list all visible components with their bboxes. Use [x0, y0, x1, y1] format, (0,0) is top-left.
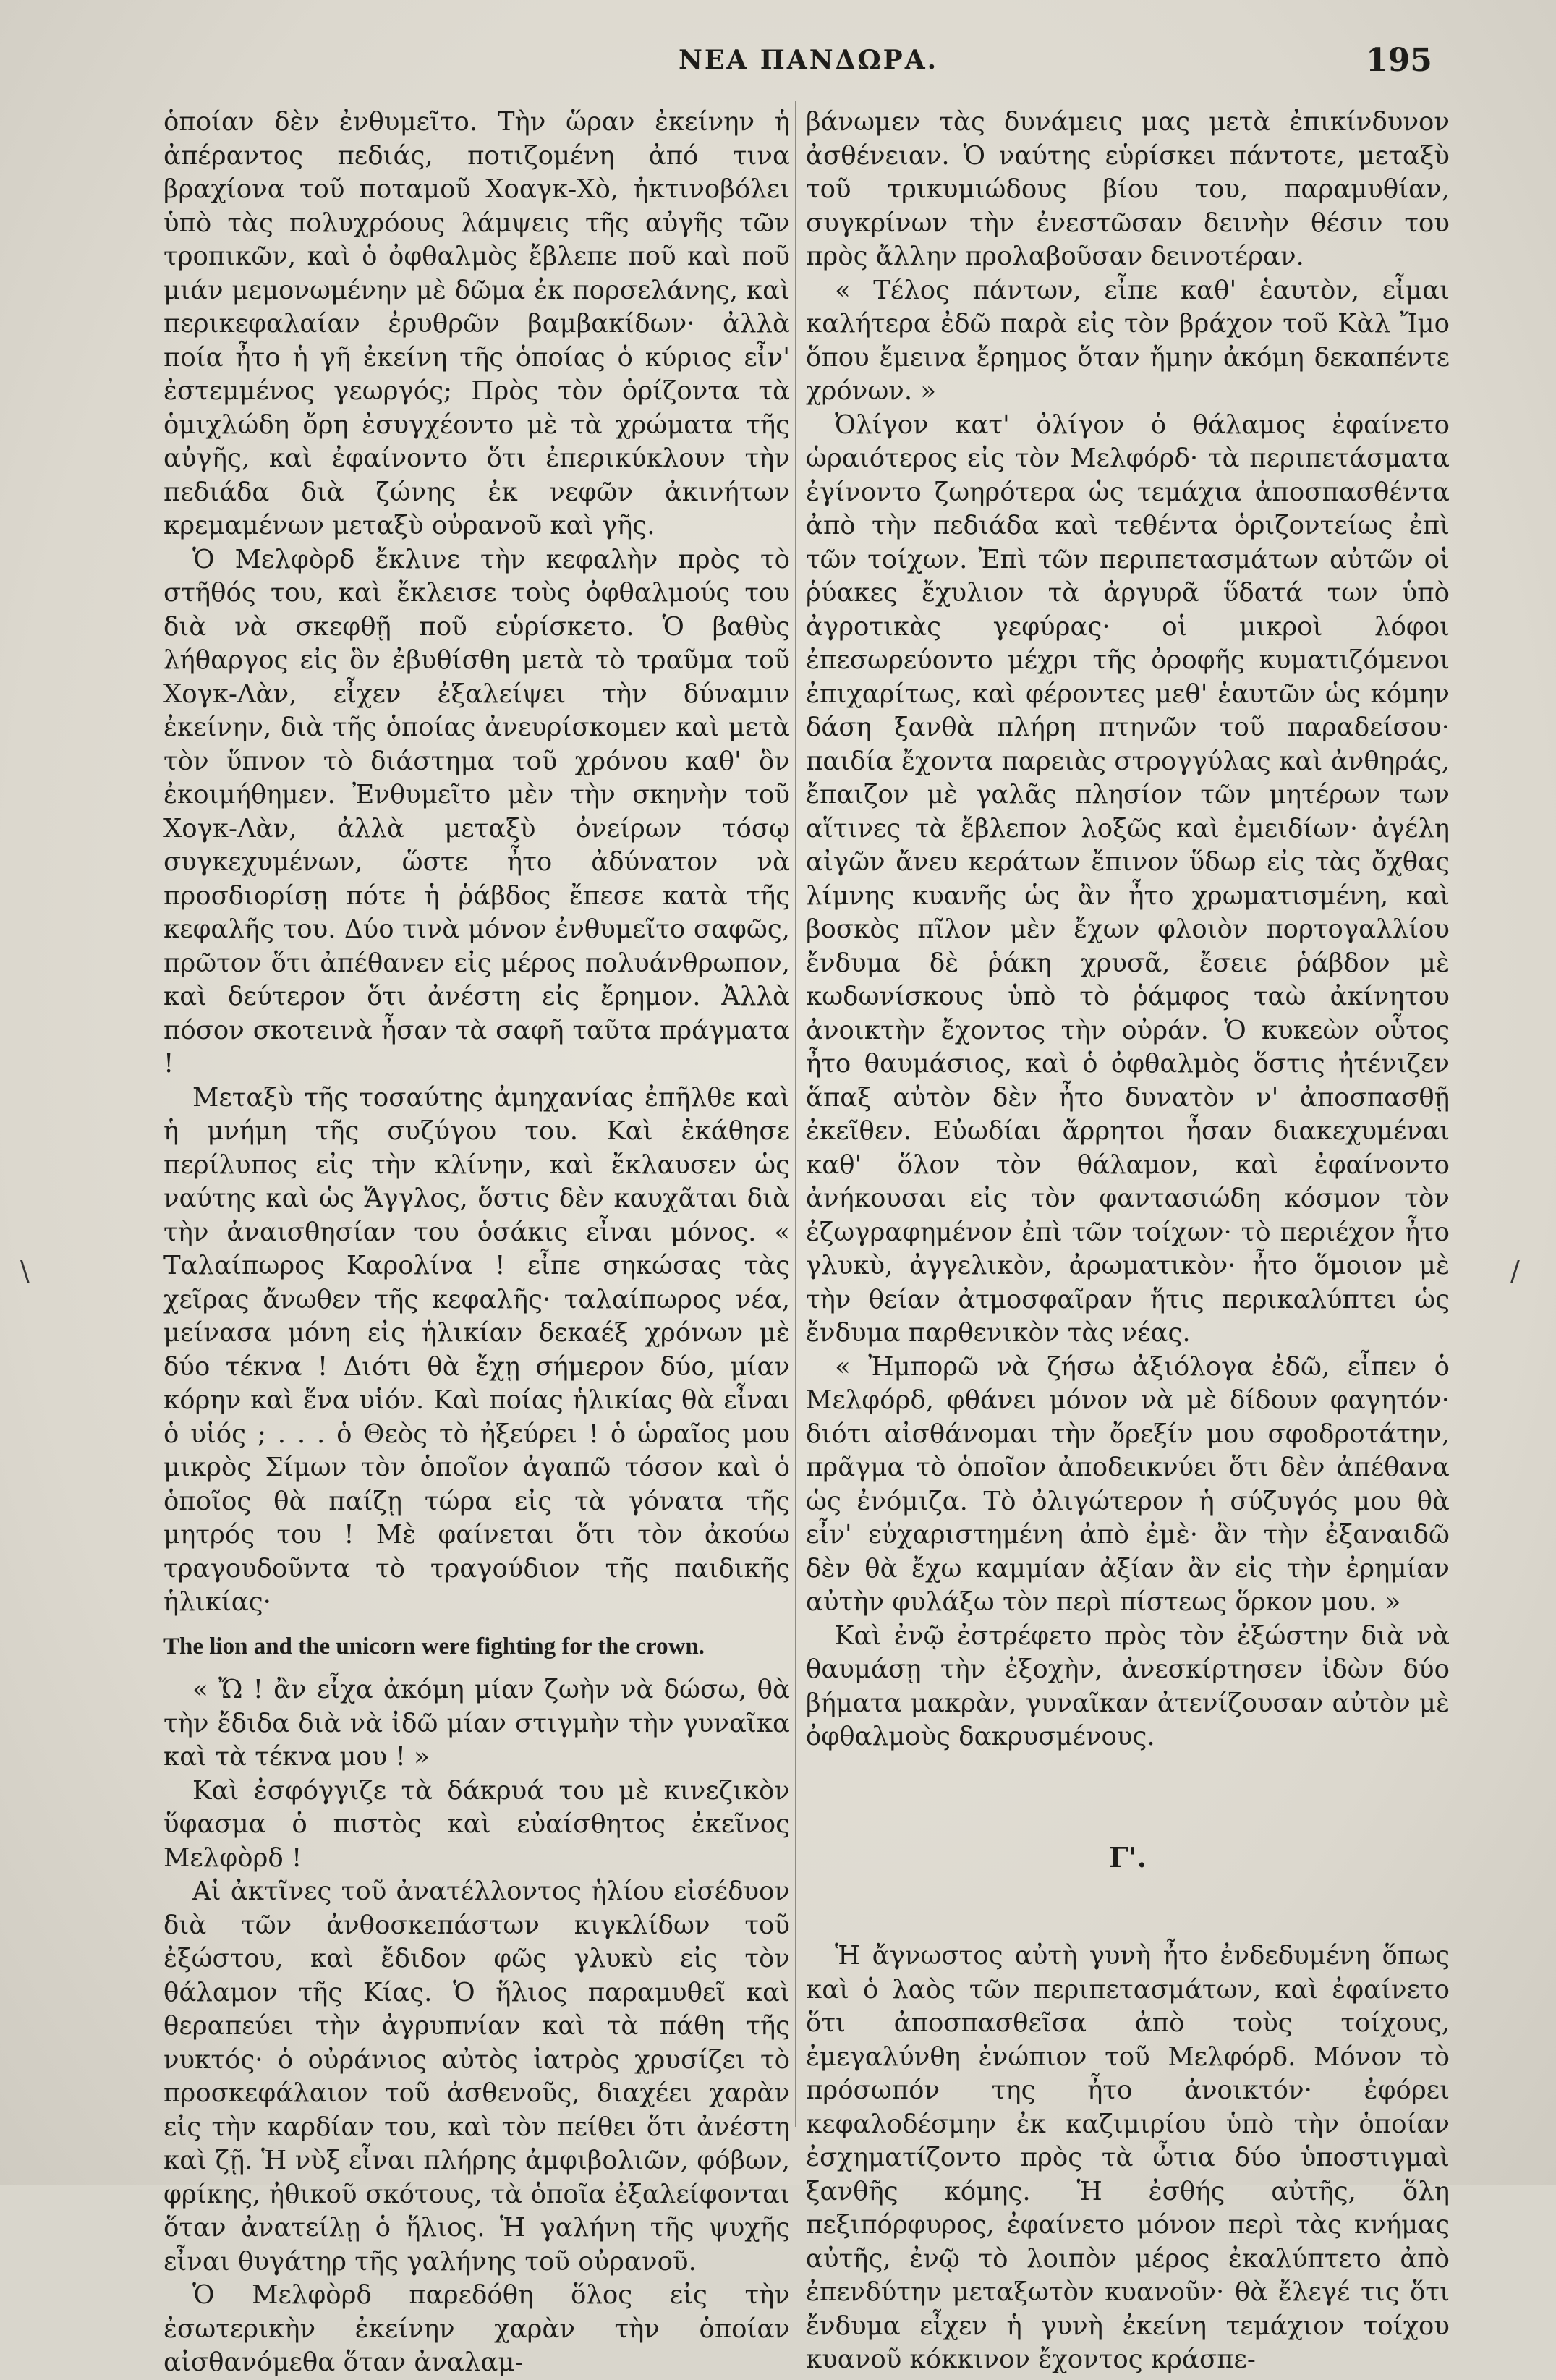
english-quote: The lion and the unicorn were fighting for the crown. — [163, 1633, 705, 1659]
paragraph: Ὀλίγον κατ' ὀλίγον ὁ θάλαμος ἐφαίνετο ὡραιότερος εἰς τὸν Μελφόρδ· τὰ περιπετάσματα ἐγίνοντο ζωηρότερα ὡς τεμάχια ἀποσπασθέντα ἀπὸ τὴν πεδιάδα καὶ τεθέντα ὁριζοντείως ἐπὶ τῶν τοίχων. Ἐπὶ τῶν περιπετασμάτων αὐτῶν οἱ ῥύακες ἔχυλιον τὰ ἀργυρᾶ ὕδατά των ὑπὸ ἀγροτικὰς γεφύρας· οἱ μικροὶ λόφοι ἐπεσωρεύοντο μέχρι τῆς ὀροφῆς κυματιζόμενοι ἐπιχαρίτως, καὶ φέροντες μεθ' ἑαυτῶν ὡς κόμην δάση ξανθὰ πλήρη πτηνῶν τοῦ παραδείσου· παιδία ἔχοντα παρειὰς στρογγύλας καὶ ἀνθηράς, ἔπαιζον μὲ γαλᾶς πλησίον τῶν μητέρων των αἵτινες τὰ ἔβλεπον λοξῶς καὶ ἐμειδίων· ἀγέλη αἰγῶν ἄνευ κεράτων ἔπινον ὕδωρ εἰς τὰς ὄχθας λίμνης κυανῆς ὡς ἂν ἦτο χρωματισμένη, καὶ βοσκὸς πῖλον μὲν ἔχων φλοιὸν πορτογαλλίου ἔνδυμα δὲ ῥάκη χρυσᾶ, ἔσειε ῥάβδον μὲ κωδωνίσκους ὑπὸ τὸ ῥάμφος ταὼ ἀκίνητου ἀνοικτὴν ἔχοντος τὴν οὐράν. Ὁ κυκεὼν οὗτος ἦτο θαυμάσιος, καὶ ὁ ὀφθαλμὸς ὅστις ἠτένιζεν ἅπαξ αὐτὸν δὲν ἦτο δυνατὸν ν' ἀποσπασθῇ ἐκεῖθεν. Εὐωδίαι ἄρρητοι ἦσαν διακεχυμέναι καθ' ὅλον τὸν θάλαμον, καὶ ἐφαίνοντο ἀνήκουσαι εἰς τὸν φαντασιώδη κόσμον τὸν ἐζωγραφημένον ἐπὶ τῶν τοίχων· τὸ περιέχον ἦτο γλυκὺ, ἀγγελικὸν, ἀρωματικὸν· ἦτο ὅμοιον μὲ τὴν θείαν ἀτμοσφαῖραν ἥτις περικαλύπτει ὡς ἔνδυμα παρθενικὸν τὰς νέας. — [806, 409, 1450, 1348]
paragraph: Καὶ ἐσφόγγιζε τὰ δάκρυά του μὲ κινεζικὸν ὕφασμα ὁ πιστὸς καὶ εὐαίσθητος ἐκεῖνος Μελφὸρδ ! — [163, 1775, 790, 1873]
page-header — [0, 42, 1556, 88]
section-heading: Γ'. — [1109, 1840, 1147, 1874]
paragraph: « Τέλος πάντων, εἶπε καθ' ἑαυτὸν, εἶμαι καλήτερα ἐδῶ παρὰ εἰς τὸν βράχον τοῦ Κὰλ Ἴμο ὅπου ἔμεινα ἔρημος ὅταν ἤμην ἀκόμη δεκαπέντε χρόνων. » — [806, 275, 1450, 406]
paragraph: Ὁ Μελφὸρδ παρεδόθη ὅλος εἰς τὴν ἐσωτερικὴν ἐκείνην χαρὰν τὴν ὁποίαν αἰσθανόμεθα ὅταν ἀναλαμ- — [163, 2280, 790, 2377]
page-number: 195 — [1366, 42, 1432, 79]
paragraph: Αἱ ἀκτῖνες τοῦ ἀνατέλλοντος ἡλίου εἰσέδυον διὰ τῶν ἀνθοσκεπάστων κιγκλίδων τοῦ ἐξώστου, καὶ ἔδιδον φῶς γλυκὺ εἰς τὸν θάλαμον τῆς Κίας. Ὁ ἥλιος παραμυθεῖ καὶ θεραπεύει τὴν ἀγρυπνίαν καὶ τὰ πάθη τῆς νυκτός· ὁ οὐράνιος αὐτὸς ἰατρὸς χρυσίζει τὸ προσκεφάλαιον τοῦ ἀσθενοῦς, διαχέει χαρὰν εἰς τὴν καρδίαν του, καὶ τὸν πείθει ὅτι ἀνέστη καὶ ζῇ. Ἡ νὺξ εἶναι πλήρης ἀμφιβολιῶν, φόβων, φρίκης, ἠθικοῦ σκότους, τὰ ὁποῖα ἐξαλείφονται ὅταν ἀνατείλῃ ὁ ἥλιος. Ἡ γαλήνη τῆς ψυχῆς εἶναι θυγάτηρ τῆς γαλήνης τοῦ οὐρανοῦ. — [163, 1877, 790, 2277]
margin-mark-left: \ — [20, 1255, 30, 1287]
right-column — [806, 106, 1450, 2374]
paragraph: Ἡ ἄγνωστος αὐτὴ γυνὴ ἦτο ἐνδεδυμένη ὅπως καὶ ὁ λαὸς τῶν περιπετασμάτων, καὶ ἐφαίνετο ὅτι ἀποσπασθεῖσα ἀπὸ τοὺς τοίχους, ἐμεγαλύνθη ἐνώπιον τοῦ Μελφόρδ. Μόνον τὸ πρόσωπόν της ἦτο ἀνοικτόν· ἐφόρει κεφαλοδέσμην ἐκ καζιμιρίου ὑπὸ τὴν ὁποίαν ἐσχηματίζοντο πρὸς τὰ ὦτια δύο ὑποστιγμαὶ ξανθῆς κόμης. Ἡ ἐσθής αὐτῆς, ὅλη πεξιπόρφυρος, ἐφαίνετο μόνον περὶ τὰς κνήμας αὐτῆς, ἐνῷ τὸ λοιπὸν μέρος ἐκαλύπτετο ἀπὸ ἐπενδύτην μεταξωτὸν κυανοῦν· θὰ ἔλεγέ τις ὅτι ἔνδυμα εἶχεν ἡ γυνὴ ἐκείνη τεμάχιον τοίχου κυανοῦ κόκκινον ἔχοντος κράσπε- — [806, 1941, 1450, 2374]
left-column — [163, 106, 790, 2377]
paragraph: « Ὤ ! ἂν εἶχα ἀκόμη μίαν ζωὴν νὰ δώσω, θὰ τὴν ἔδιδα διὰ νὰ ἰδῶ μίαν στιγμὴν τὴν γυναῖκα καὶ τὰ τέκνα μου ! » — [163, 1675, 790, 1772]
paragraph: Καὶ ἐνῷ ἐστρέφετο πρὸς τὸν ἐξώστην διὰ νὰ θαυμάσῃ τὴν ἐξοχὴν, ἀνεσκίρτησεν ἰδὼν δύο βήματα μακρὰν, γυναῖκαν ἀτενίζουσαν αὐτὸν μὲ ὀφθαλμοὺς δακρυσμένους. — [806, 1620, 1450, 1751]
margin-mark-right: / — [1510, 1255, 1520, 1287]
paragraph: βάνωμεν τὰς δυνάμεις μας μετὰ ἐπικίνδυνον ἀσθένειαν. Ὁ ναύτης εὑρίσκει πάντοτε, μεταξὺ τοῦ τρικυμιώδους βίου του, παραμυθίαν, συγκρίνων τὴν ἐνεστῶσαν δεινὴν θέσιν του πρὸς ἄλλην προλαβοῦσαν δεινοτέραν. — [806, 107, 1450, 271]
column-divider — [795, 101, 796, 2127]
paragraph: ὁποίαν δὲν ἐνθυμεῖτο. Τὴν ὥραν ἐκείνην ἡ ἀπέραντος πεδιάς, ποτιζομένη ἀπό τινα βραχίονα τοῦ ποταμοῦ Χοαγκ-Χὸ, ἠκτινοβόλει ὑπὸ τὰς πολυχρόους λάμψεις τῆς αὐγῆς τῶν τροπικῶν, καὶ ὁ ὀφθαλμὸς ἔβλεπε ποῦ καὶ ποῦ μιάν μεμονωμένην μὲ δῶμα ἐκ πορσελάνης, καὶ περικεφαλαίαν ἐρυθρῶν βαμβακίδων· ἀλλὰ ποία ἦτο ἡ γῆ ἐκείνη τῆς ὁποίας ὁ κύριος εἶν' ἐστεμμένος γεωργός; Πρὸς τὸν ὁρίζοντα τὰ ὁμιχλώδη ὄρη ἐσυγχέοντο μὲ τὰ χρώματα τῆς αὐγῆς, καὶ ἐφαίνοντο ὅτι ἐπερικύκλουν τὴν πεδιάδα διὰ ζώνης ἐκ νεφῶν ἀκινήτων κρεμαμένων μεταξὺ οὐρανοῦ καὶ γῆς. — [163, 107, 790, 540]
paragraph: Ὁ Μελφὸρδ ἔκλινε τὴν κεφαλὴν πρὸς τὸ στῆθός του, καὶ ἔκλεισε τοὺς ὀφθαλμούς του διὰ νὰ σκεφθῇ ποῦ εὑρίσκετο. Ὁ βαθὺς λήθαργος εἰς ὃν ἐβυθίσθη μετὰ τὸ τραῦμα τοῦ Χογκ-Λὰν, εἶχεν ἐξαλείψει τὴν δύναμιν ἐκείνην, διὰ τῆς ὁποίας ἀνευρίσκομεν καὶ μετὰ τὸν ὕπνον τὸ διάστημα τοῦ χρόνου καθ' ὃν ἐκοιμήθημεν. Ἐνθυμεῖτο μὲν τὴν σκηνὴν τοῦ Χογκ-Λὰν, ἀλλὰ μεταξὺ ὀνείρων τόσῳ συγκεχυμένων, ὥστε ἦτο ἀδύνατον νὰ προσδιορίσῃ πότε ἡ ῥάβδος ἔπεσε κατὰ τῆς κεφαλῆς του. Δύο τινὰ μόνον ἐνθυμεῖτο σαφῶς, πρῶτον ὅτι ἀπέθανεν εἰς μέρος πολυάνθρωπον, καὶ δεύτερον ὅτι ἀνέστη εἰς ἔρημον. Ἀλλὰ πόσον σκοτεινὰ ἦσαν τὰ σαφῆ ταῦτα πράγματα ! — [163, 544, 790, 1079]
paragraph: « Ἠμπορῶ νὰ ζήσω ἀξιόλογα ἐδῶ, εἶπεν ὁ Μελφόρδ, φθάνει μόνον νὰ μὲ δίδουν φαγητόν· διότι αἰσθάνομαι τὴν ὄρεξίν μου σφοδροτάτην, πρᾶγμα τὸ ὁποῖον ἀποδεικνύει ὅτι δὲν ἀπέθανα ὡς ἐνόμιζα. Τὸ ὀλιγώτερον ἡ σύζυγός μου θὰ εἶν' εὐχαριστημένη ἀπὸ ἐμὲ· ἂν τὴν ἐξαναιδῶ δὲν θὰ ἔχω καμμίαν ἀξίαν ἂν εἰς τὴν ἐρημίαν αὐτὴν φυλάξω τὸν περὶ πίστεως ὅρκον μου. » — [806, 1351, 1450, 1617]
running-title: ΝΕΑ ΠΑΝΔΩΡΑ. — [679, 45, 939, 75]
paragraph: Μεταξὺ τῆς τοσαύτης ἀμηχανίας ἐπῆλθε καὶ ἡ μνήμη τῆς συζύγου του. Καὶ ἐκάθησε περίλυπος εἰς τὴν κλίνην, καὶ ἔκλαυσεν ὡς ναύτης καὶ ὡς Ἄγγλος, ὅστις δὲν καυχᾶται διὰ τὴν ἀναισθησίαν του ὁσάκις εἶναι μόνος. « Ταλαίπωρος Καρολίνα ! εἶπε σηκώσας τὰς χεῖρας ἄνωθεν τῆς κεφαλῆς· ταλαίπωρος νέα, μείνασα μόνη εἰς ἡλικίαν δεκαέξ χρόνων μὲ δύο τέκνα ! Διότι θὰ ἔχῃ σήμερον δύο, μίαν κόρην καὶ ἕνα υἱόν. Καὶ ποίας ἡλικίας θὰ εἶναι ὁ υἱός ; . . . ὁ Θεὸς τὸ ἠξεύρει ! ὁ ὡραῖος μου μικρὸς Σίμων τὸν ὁποῖον ἀγαπῶ τόσον καὶ ὁ ὁποῖος θὰ παίζῃ τώρα εἰς τὰ γόνατα τῆς μητρός του ! Μὲ φαίνεται ὅτι τὸν ἀκούω τραγουδοῦντα τὸ τραγούδιον τῆς παιδικῆς ἡλικίας· — [163, 1082, 790, 1617]
